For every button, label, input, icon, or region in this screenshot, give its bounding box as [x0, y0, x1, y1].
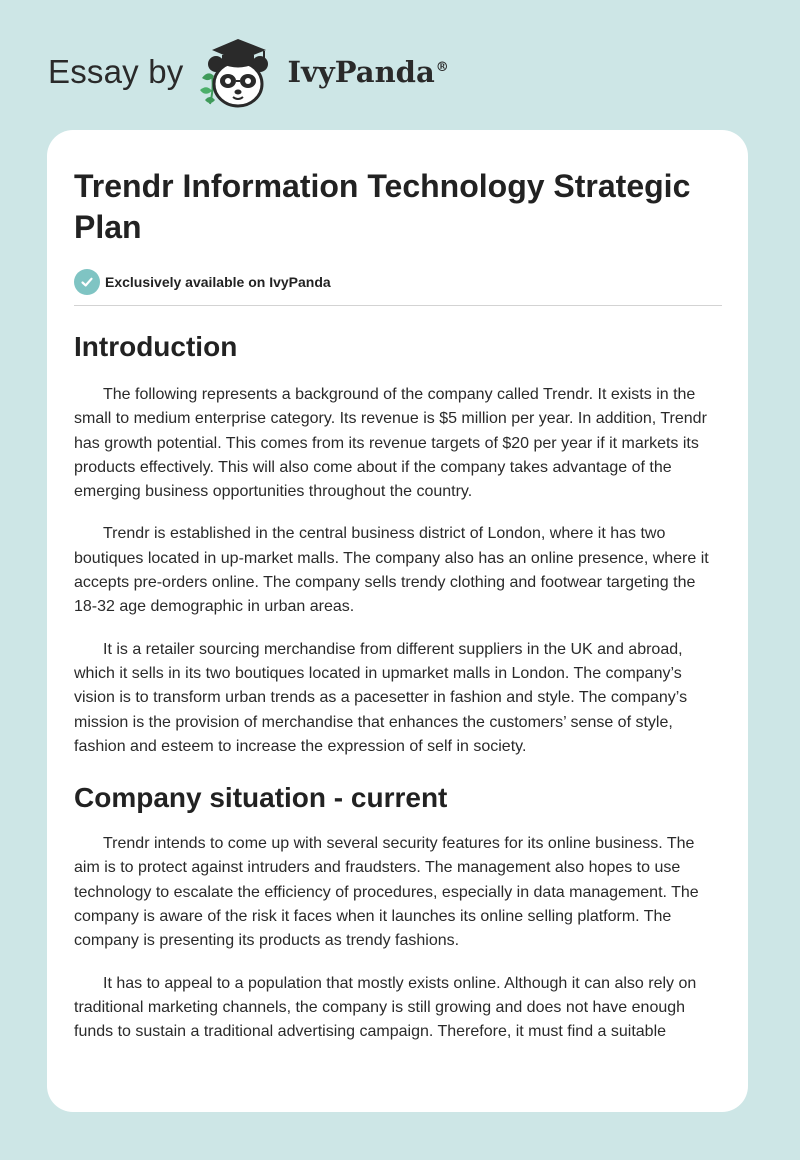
- panda-logo-icon[interactable]: [196, 34, 286, 110]
- section-heading: Company situation - current: [74, 782, 448, 814]
- section-company-situation: [74, 781, 722, 1044]
- paragraph: The following represents a background of the company called Trendr. It exists in the small to medium enterprise category. Its revenue is $5 million per year. In addition, Trendr has growth potential. This comes from its revenue targets of $20 per year if it markets its products effectively. This will also come about if the company takes advantage of the emerging business opportunities throughout the country.: [74, 386, 707, 501]
- registered-mark: ®: [435, 60, 449, 76]
- section-heading: Introduction: [74, 331, 238, 362]
- paragraph: Trendr intends to come up with several security features for its online business. The aim is to protect against intruders and fraudsters. The management also hopes to use technology to escalate the efficiency of procedures, especially in data management. The company is aware of the risk it faces when it launches its online selling platform. The company is presenting its products as trendy fashions.: [74, 835, 699, 950]
- site-header: [48, 34, 449, 110]
- exclusive-badge: [74, 268, 722, 296]
- exclusive-label: Exclusively available on IvyPanda: [105, 274, 331, 290]
- page-title: Trendr Information Technology Strategic Plan: [74, 168, 691, 245]
- brand-name[interactable]: IvyPanda®: [287, 55, 449, 89]
- paragraph: It is a retailer sourcing merchandise from different suppliers in the UK and abroad, which it sells in its two boutiques located in upmarket malls in London. The company’s vision is to transform urban trends as a pacesetter in fashion and style. The company’s mission is the provision of merchandise that enhances the customers’ sense of style, fashion and esteem to increase the expression of self in society.: [74, 640, 688, 755]
- brand-prefix: Essay by: [48, 53, 184, 90]
- paragraph: It has to appeal to a population that mostly exists online. Although it can also rely on traditional marketing channels, the company is still growing and does not have enough funds to sustain a traditional advertising campaign. Therefore, it must find a suitable: [74, 974, 697, 1041]
- article-card: [47, 130, 748, 1112]
- paragraph: Trendr is established in the central business district of London, where it has two boutiques located in up-market malls. The company also has an online presence, where it accepts pre-orders online. The company sells trendy clothing and footwear targeting the 18-32 age demographic in urban areas.: [74, 525, 709, 616]
- check-circle-icon: [74, 269, 100, 295]
- divider: [74, 305, 722, 306]
- section-introduction: [74, 330, 722, 759]
